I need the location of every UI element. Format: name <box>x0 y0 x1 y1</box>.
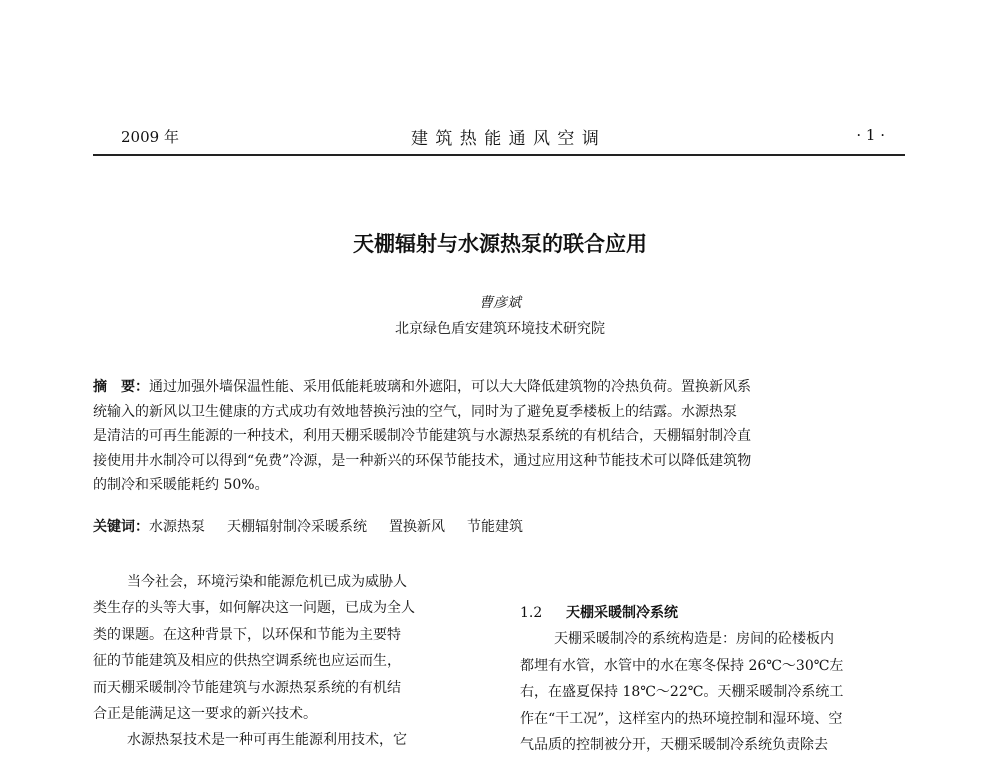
section-title: 天棚采暖制冷系统 <box>566 605 678 621</box>
author-affiliation: 北京绿色盾安建筑环境技术研究院 <box>395 321 605 337</box>
body-line: 都埋有水管，水管中的水在寒冬保持 26℃～30℃左 <box>520 657 844 674</box>
header-year: 2009 年 <box>121 128 179 146</box>
abstract-line: 是清洁的可再生能源的一种技术，利用天棚采暖制冷节能建筑与水源热泵系统的有机结合，天棚辐射制冷直 <box>93 428 751 445</box>
keywords-line <box>93 515 905 539</box>
body-line: 征的节能建筑及相应的供热空调系统也应运而生， <box>93 653 401 670</box>
section-heading <box>520 600 905 626</box>
body-left-column <box>93 569 483 754</box>
keywords-label: 关键词： <box>93 519 149 535</box>
keyword: 置换新风 <box>389 519 445 535</box>
abstract-line: 的制冷和采暖能耗约 50%。 <box>93 477 269 494</box>
abstract-line <box>93 375 905 400</box>
body-line: 气品质的控制被分开，天棚采暖制冷系统负责除去 <box>520 736 828 753</box>
header-page-number: · 1 · <box>856 126 885 144</box>
header-journal-name: 建 筑 热 能 通 风 空 调 <box>411 129 600 149</box>
body-line: 水源热泵技术是一种可再生能源利用技术，它 <box>127 732 407 749</box>
body-line: 作在“干工况”，这样室内的热环境控制和湿环境、空 <box>520 710 843 727</box>
keyword: 水源热泵 <box>149 519 205 535</box>
abstract-line: 统输入的新风以卫生健康的方式成功有效地替换污浊的空气，同时为了避免夏季楼板上的结露。水源热泵 <box>93 403 737 420</box>
body-line: 当今社会，环境污染和能源危机已成为威胁人 <box>127 574 407 590</box>
abstract-line: 接使用井水制冷可以得到“免费”冷源，是一种新兴的环保节能技术，通过应用这种节能技术可以降低建筑物 <box>93 452 752 469</box>
keyword: 天棚辐射制冷采暖系统 <box>227 519 367 535</box>
body-right-column <box>520 600 905 758</box>
abstract-label: 摘 要： <box>93 379 149 395</box>
body-line: 天棚采暖制冷的系统构造是：房间的砼楼板内 <box>554 631 834 648</box>
body-line: 右，在盛夏保持 18℃～22℃。天棚采暖制冷系统工 <box>520 684 844 701</box>
running-header <box>93 122 905 156</box>
body-line: 而天棚采暖制冷节能建筑与水源热泵系统的有机结 <box>93 679 401 696</box>
abstract-block <box>93 375 905 498</box>
author-name: 曹彦斌 <box>479 295 521 311</box>
body-line: 类的课题。在这种背景下，以环保和节能为主要特 <box>93 626 401 643</box>
body-line: 合正是能满足这一要求的新兴技术。 <box>93 705 317 722</box>
abstract-text: 通过加强外墙保温性能、采用低能耗玻璃和外遮阳，可以大大降低建筑物的冷热负荷。置换新风系 <box>149 379 751 395</box>
keyword: 节能建筑 <box>467 519 523 535</box>
section-number: 1.2 <box>520 605 543 621</box>
article-title: 天棚辐射与水源热泵的联合应用 <box>353 232 647 256</box>
body-line: 类生存的头等大事，如何解决这一问题，已成为全人 <box>93 600 415 617</box>
header-divider <box>93 154 905 156</box>
